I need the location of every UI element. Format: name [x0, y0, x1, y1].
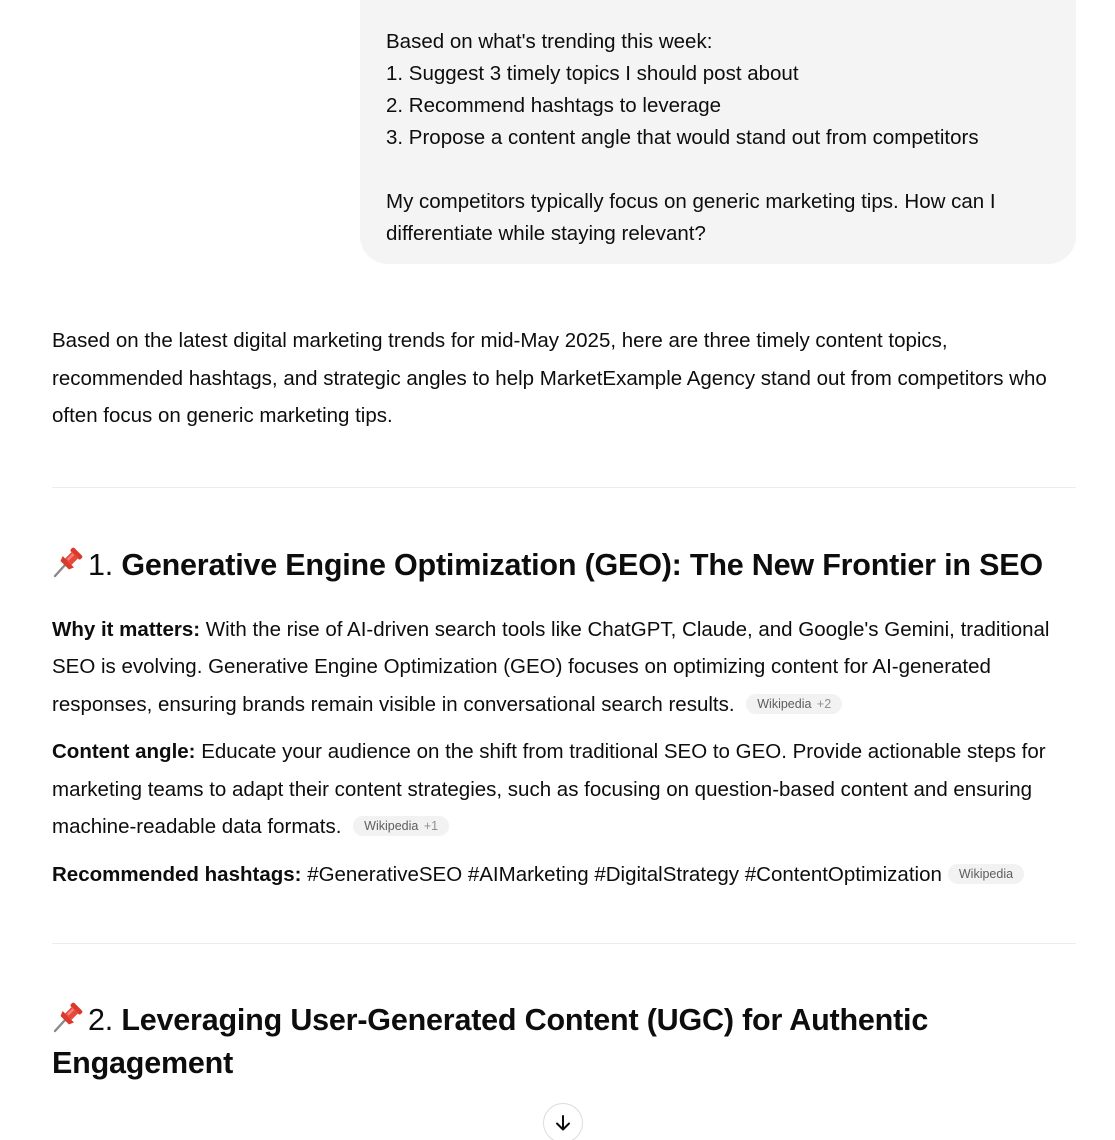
- user-message-line: 2. Recommend hashtags to leverage: [386, 94, 722, 117]
- content-angle-text: Educate your audience on the shift from traditional SEO to GEO. Provide actionable steps for marketing teams to adapt their content strategies, such as focusing on question-based content and ensuring machine-readable data formats.: [52, 740, 1046, 838]
- section-title: Leveraging User-Generated Content (UGC) for Authentic Engagement: [52, 1003, 929, 1080]
- section-number: 2.: [88, 1003, 114, 1037]
- user-message-line: Based on what's trending this week:: [386, 30, 713, 53]
- why-it-matters-text: With the rise of AI-driven search tools like ChatGPT, Claude, and Google's Gemini, traditional SEO is evolving. Generative Engine Optimization (GEO) focuses on optimizing content for AI-generated responses, ensuring brands remain visible in conversational search results.: [52, 617, 1050, 716]
- why-it-matters-paragraph: [52, 611, 1076, 724]
- section-title: Generative Engine Optimization (GEO): The New Frontier in SEO: [121, 547, 1043, 582]
- assistant-response: [52, 322, 1076, 1085]
- section-heading: [52, 544, 1076, 587]
- citation-pill[interactable]: [353, 816, 449, 836]
- citation-source: Wikipedia: [364, 819, 419, 833]
- response-intro: Based on the latest digital marketing trends for mid-May 2025, here are three timely content topics, recommended hashtags, and strategic angles to help MarketExample Agency stand out from competitors who often focus on generic marketing tips.: [52, 329, 1047, 427]
- scroll-to-bottom-button[interactable]: [543, 1103, 583, 1140]
- why-it-matters-label: Why it matters:: [52, 617, 201, 641]
- pushpin-icon: [52, 546, 84, 578]
- arrow-down-icon: [553, 1113, 573, 1133]
- section-heading: [52, 999, 1076, 1085]
- user-message-bubble: [360, 0, 1076, 264]
- section-divider: [52, 943, 1076, 944]
- citation-pill[interactable]: [746, 694, 842, 714]
- hashtags-text: #GenerativeSEO #AIMarketing #DigitalStrategy #ContentOptimization: [307, 862, 942, 886]
- citation-pill[interactable]: [948, 864, 1024, 884]
- content-angle-label: Content angle:: [52, 740, 196, 763]
- section-1: [52, 544, 1076, 894]
- section-number: 1.: [88, 547, 114, 582]
- citation-source: Wikipedia: [757, 696, 812, 711]
- citation-source: Wikipedia: [958, 866, 1014, 881]
- user-message-line: 3. Propose a content angle that would stand out from competitors: [386, 126, 979, 149]
- citation-more: +2: [816, 696, 832, 711]
- user-message-followup: My competitors typically focus on generic marketing tips. How can I differentiate while staying relevant?: [386, 190, 996, 245]
- pushpin-icon: [52, 1001, 84, 1033]
- user-message-spacer: [386, 154, 1050, 186]
- hashtags-paragraph: [52, 856, 1076, 894]
- content-angle-paragraph: [52, 733, 1076, 846]
- section-divider: [52, 487, 1076, 488]
- citation-more: +1: [423, 819, 439, 833]
- hashtags-label: Recommended hashtags:: [52, 862, 302, 886]
- section-2: [52, 999, 1076, 1085]
- user-message-line: 1. Suggest 3 timely topics I should post about: [386, 62, 799, 85]
